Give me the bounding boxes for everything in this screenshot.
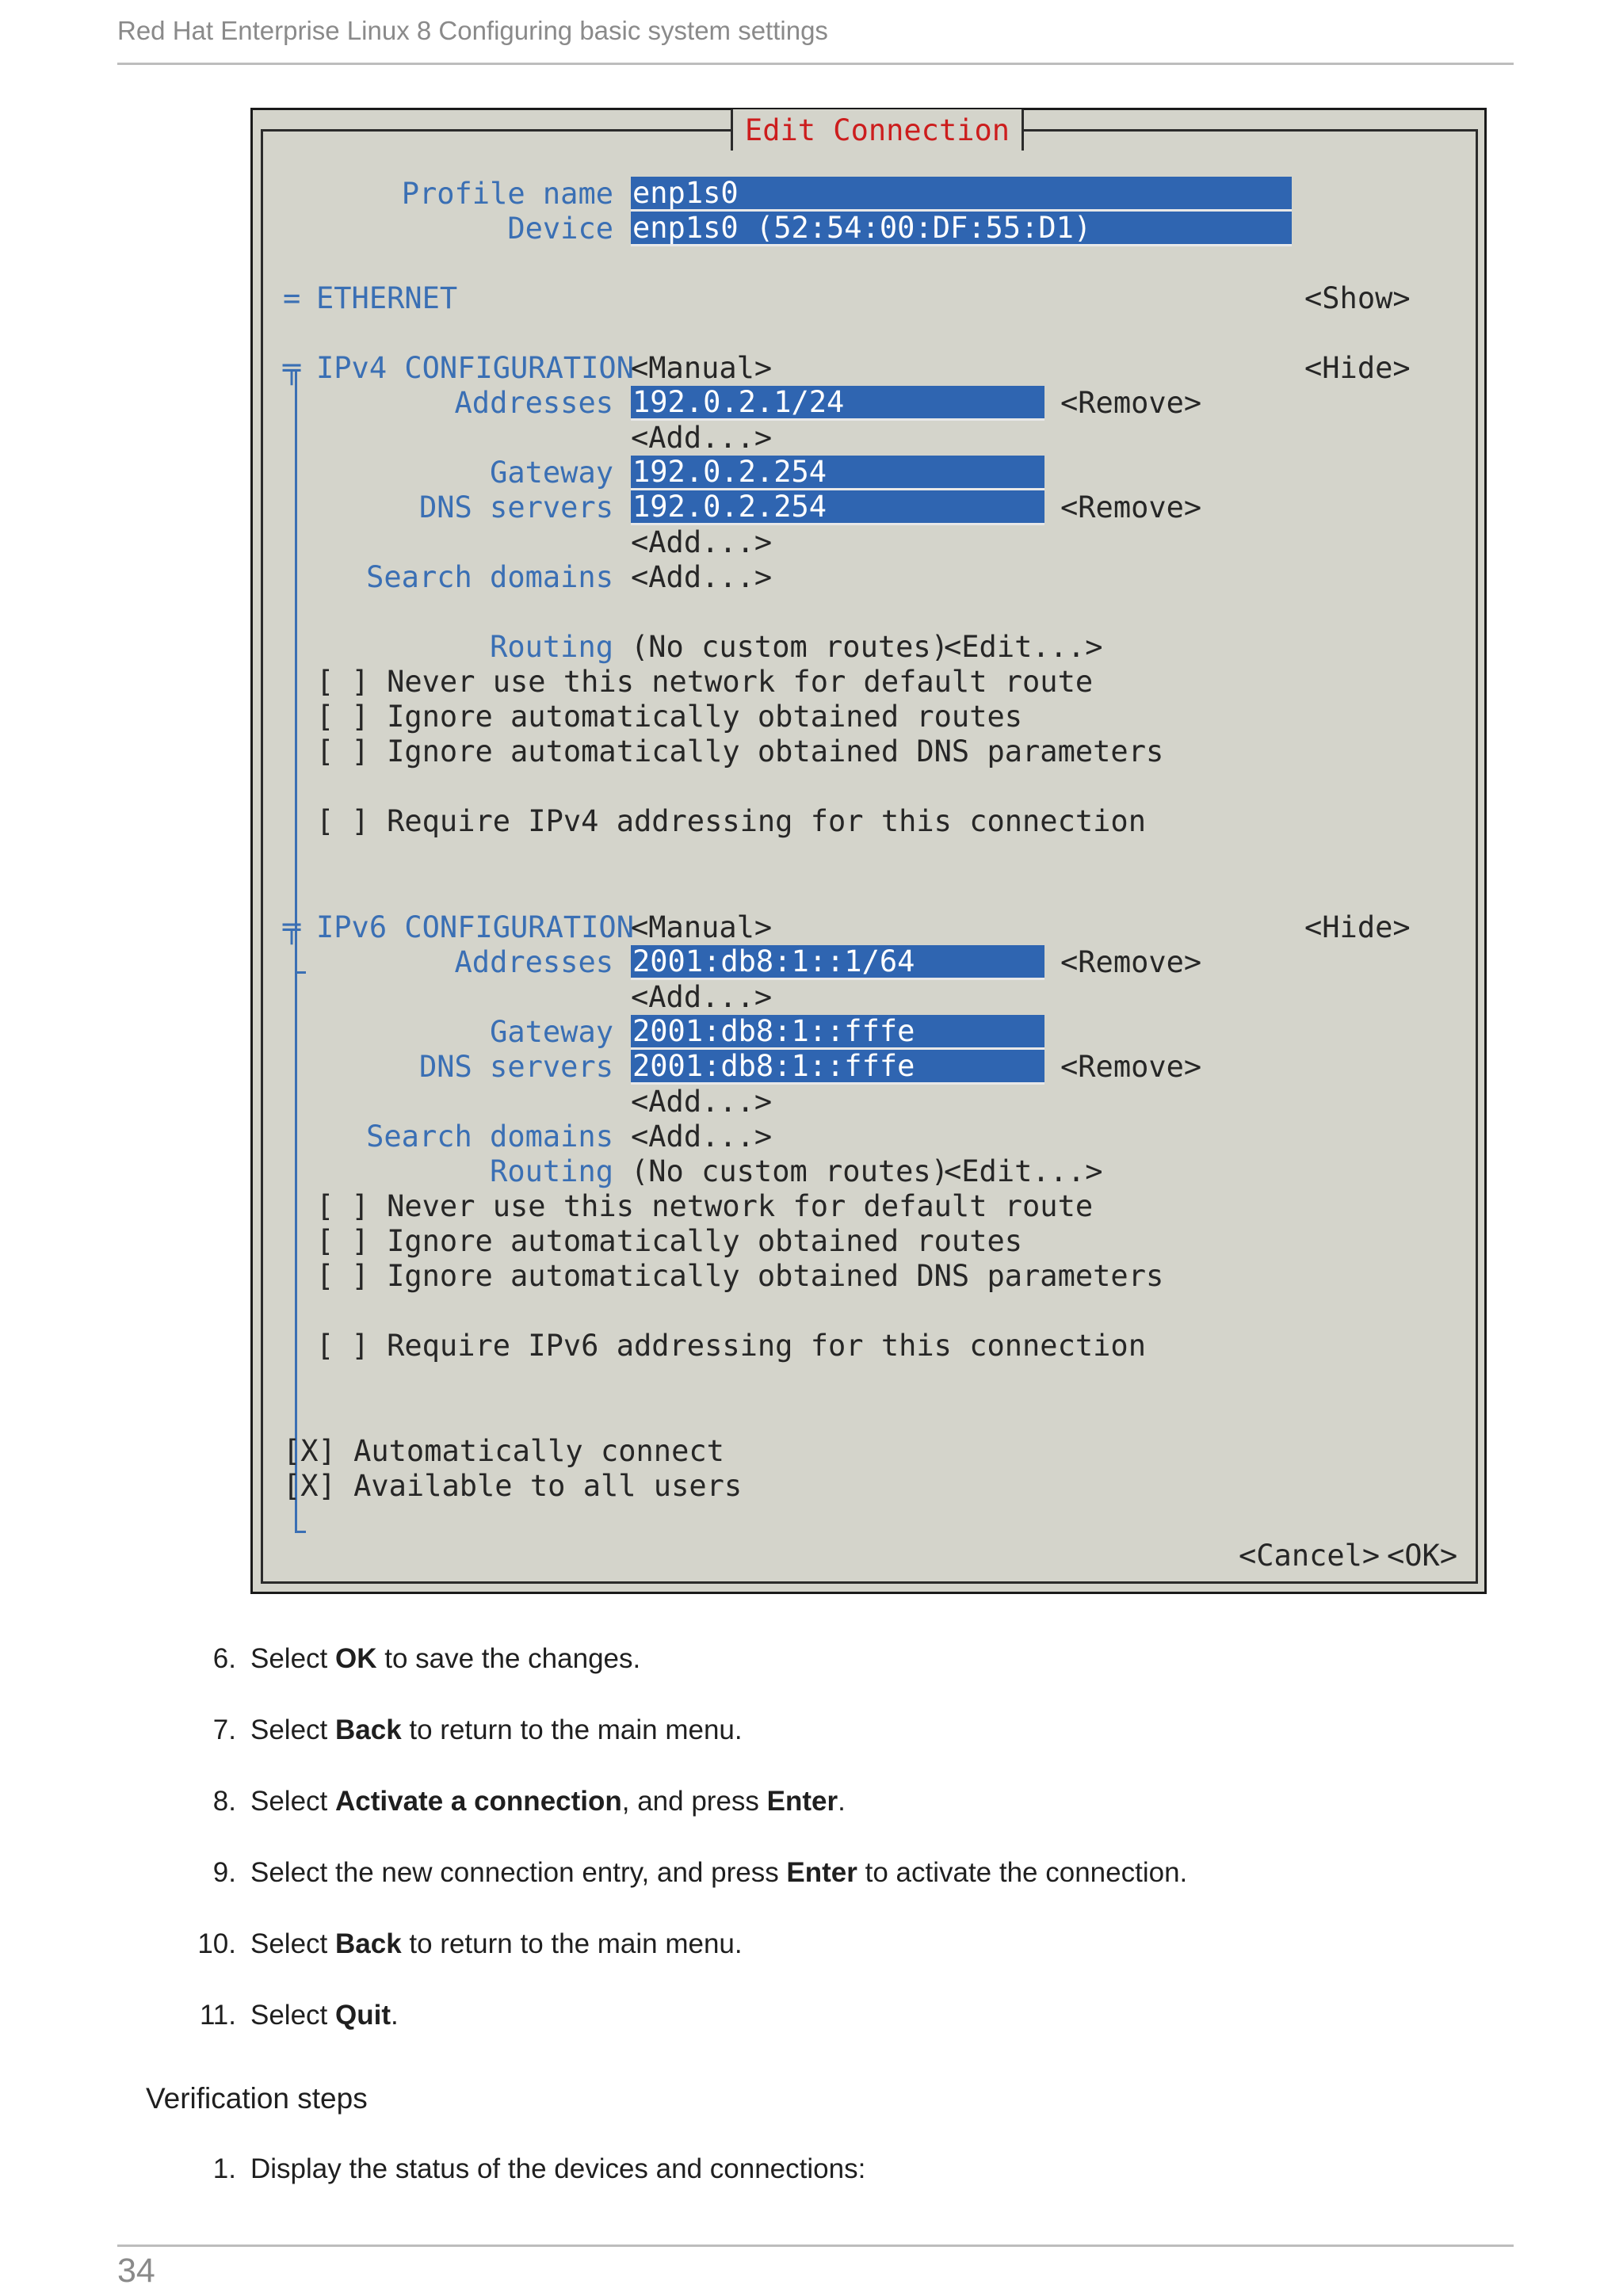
ipv6-never-default-checkbox[interactable]: [ ] Never use this network for default route [316, 1189, 1094, 1223]
dialog-title-bar [731, 109, 1024, 151]
ethernet-section-label: ETHERNET [316, 281, 458, 315]
cancel-button[interactable]: <Cancel> [1239, 1539, 1381, 1573]
ethernet-marker: = [283, 281, 301, 315]
ipv6-mode-select[interactable]: <Manual> [631, 910, 773, 944]
ipv4-routing-value: (No custom routes) [631, 630, 949, 664]
ipv4-gateway-label: Gateway [490, 456, 613, 490]
verification-heading: Verification steps [146, 2082, 368, 2115]
ipv4-section-bar [295, 372, 297, 974]
ipv4-ignore-routes-checkbox[interactable]: [ ] Ignore automatically obtained routes [316, 700, 1023, 734]
step-number: 8. [212, 1786, 236, 1817]
ipv4-address-remove-button[interactable]: <Remove> [1060, 386, 1202, 420]
device-label: Device [507, 212, 613, 246]
ipv6-search-domains-add-button[interactable]: <Add...> [631, 1119, 773, 1154]
ipv6-marker: ╤ [283, 910, 301, 944]
ipv6-hide-button[interactable]: <Hide> [1304, 910, 1411, 944]
profile-name-label: Profile name [401, 177, 613, 211]
ipv4-dns-add-button[interactable]: <Add...> [631, 525, 773, 559]
all-users-checkbox[interactable]: [X] Available to all users [283, 1469, 743, 1503]
verification-step-1: 1. Display the status of the devices and connections: [212, 2153, 866, 2184]
ipv4-dns-label: DNS servers [418, 490, 613, 524]
ipv4-require-checkbox[interactable]: [ ] Require IPv4 addressing for this connection [316, 804, 1146, 838]
ipv6-address-remove-button[interactable]: <Remove> [1060, 945, 1202, 979]
header-rule [117, 63, 1514, 65]
ipv4-dns-remove-button[interactable]: <Remove> [1060, 490, 1202, 524]
step-8: 8. Select Activate a connection, and press Enter. [212, 1786, 846, 1817]
ipv4-routing-edit-button[interactable]: <Edit...> [944, 630, 1103, 664]
ipv4-search-domains-label: Search domains [366, 560, 613, 594]
ipv4-hide-button[interactable]: <Hide> [1304, 351, 1411, 385]
ipv6-gateway-label: Gateway [490, 1015, 613, 1049]
ok-button[interactable]: <OK> [1387, 1539, 1458, 1573]
auto-connect-checkbox[interactable]: [X] Automatically connect [283, 1434, 724, 1468]
ipv6-routing-label: Routing [490, 1154, 613, 1188]
ipv4-routing-label: Routing [490, 630, 613, 664]
ipv6-search-domains-label: Search domains [366, 1119, 613, 1154]
step-number: 7. [212, 1714, 236, 1745]
ipv4-mode-select[interactable]: <Manual> [631, 351, 773, 385]
page-header-title: Red Hat Enterprise Linux 8 Configuring basic system settings [117, 16, 828, 45]
step-number: 6. [212, 1643, 236, 1674]
step-number: 11. [199, 2000, 236, 2031]
ipv6-dns-remove-button[interactable]: <Remove> [1060, 1050, 1202, 1084]
ipv6-ignore-dns-checkbox[interactable]: [ ] Ignore automatically obtained DNS parameters [316, 1259, 1164, 1293]
ipv4-address-add-button[interactable]: <Add...> [631, 421, 773, 455]
ipv4-search-domains-add-button[interactable]: <Add...> [631, 560, 773, 594]
ipv6-dns-label: DNS servers [418, 1050, 613, 1084]
ipv6-dns-add-button[interactable]: <Add...> [631, 1085, 773, 1119]
ipv6-ignore-routes-checkbox[interactable]: [ ] Ignore automatically obtained routes [316, 1224, 1023, 1258]
ipv6-dns-field[interactable]: 2001:db8:1::fffe [631, 1050, 1044, 1085]
ipv4-marker: ╤ [283, 351, 301, 385]
ipv4-dns-field[interactable]: 192.0.2.254 [631, 490, 1044, 525]
ipv4-ignore-dns-checkbox[interactable]: [ ] Ignore automatically obtained DNS parameters [316, 734, 1164, 769]
ipv6-addresses-label: Addresses [454, 945, 613, 979]
step-7: 7. Select Back to return to the main menu. [212, 1714, 743, 1745]
dialog-title: Edit Connection [744, 113, 1010, 147]
step-10: 10. Select Back to return to the main menu. [197, 1928, 743, 1959]
step-number: 10. [197, 1928, 236, 1959]
ipv4-addresses-label: Addresses [454, 386, 613, 420]
step-6: 6. Select OK to save the changes. [212, 1643, 641, 1674]
ipv6-section-label: IPv6 CONFIGURATION [316, 910, 634, 944]
ethernet-show-button[interactable]: <Show> [1304, 281, 1411, 315]
ipv4-section-label: IPv4 CONFIGURATION [316, 351, 634, 385]
step-number: 1. [212, 2153, 236, 2184]
ipv4-gateway-field[interactable]: 192.0.2.254 [631, 456, 1044, 490]
ipv6-gateway-field[interactable]: 2001:db8:1::fffe [631, 1015, 1044, 1050]
page-number: 34 [117, 2252, 155, 2290]
ipv6-address-field[interactable]: 2001:db8:1::1/64 [631, 945, 1044, 980]
ipv6-section-bar-end [295, 1531, 306, 1533]
step-9: 9. Select the new connection entry, and press Enter to activate the connection. [212, 1857, 1188, 1888]
ipv6-routing-value: (No custom routes) [631, 1154, 949, 1188]
device-field[interactable]: enp1s0 (52:54:00:DF:55:D1) [631, 212, 1292, 246]
ipv4-never-default-checkbox[interactable]: [ ] Never use this network for default route [316, 665, 1094, 699]
step-number: 9. [212, 1857, 236, 1888]
terminal-screenshot [250, 108, 1487, 1594]
ipv6-routing-edit-button[interactable]: <Edit...> [944, 1154, 1103, 1188]
footer-rule [117, 2245, 1514, 2247]
edit-connection-dialog [261, 113, 1478, 1584]
ipv6-require-checkbox[interactable]: [ ] Require IPv6 addressing for this connection [316, 1329, 1146, 1363]
step-11: 11. Select Quit. [199, 2000, 399, 2031]
ipv4-address-field[interactable]: 192.0.2.1/24 [631, 386, 1044, 421]
profile-name-field[interactable]: enp1s0 [631, 177, 1292, 212]
ipv6-address-add-button[interactable]: <Add...> [631, 980, 773, 1014]
